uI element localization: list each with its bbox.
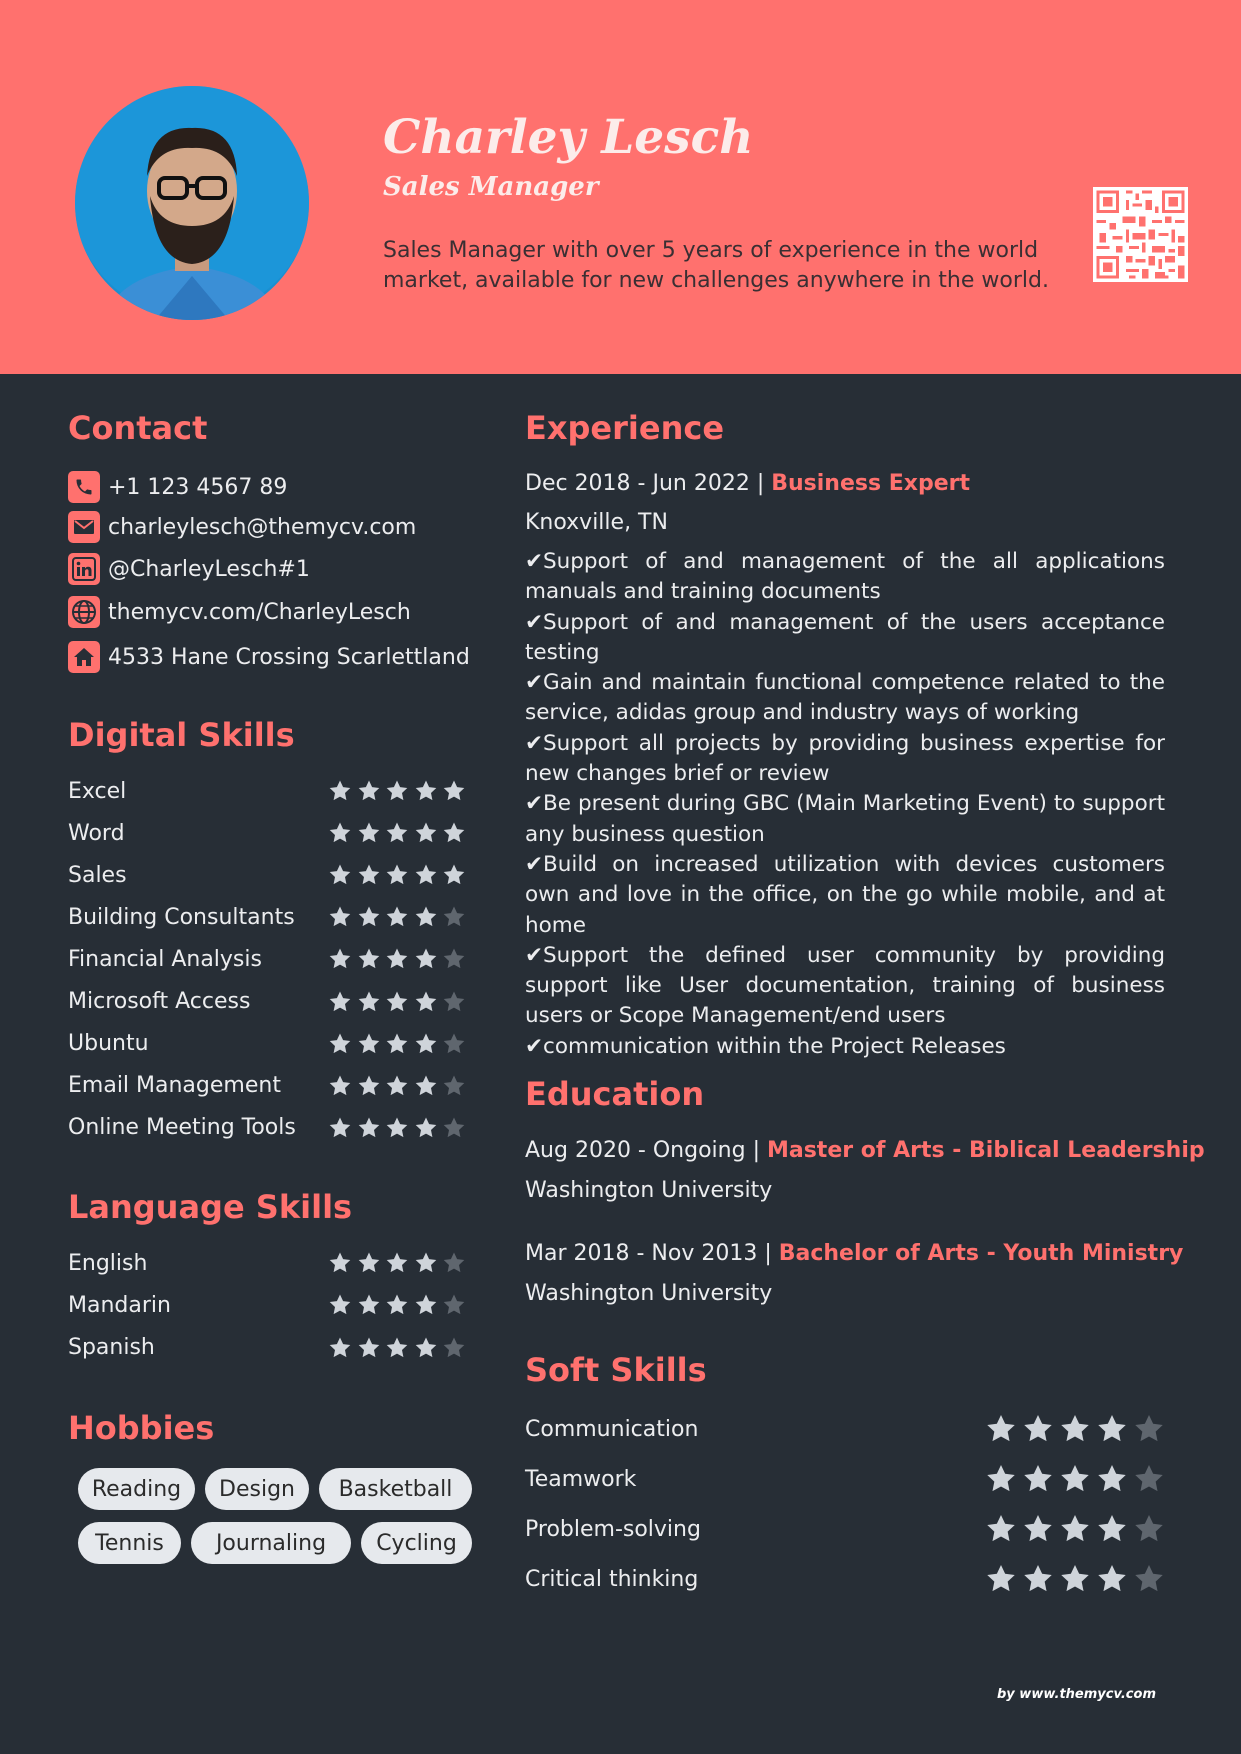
contact-heading: Contact — [68, 409, 208, 447]
contact-address — [68, 641, 470, 673]
experience-dates: Dec 2018 - Jun 2022 | — [525, 471, 772, 496]
star-filled-icon — [414, 1293, 438, 1317]
skill-name: Word — [68, 820, 125, 846]
star-filled-icon — [385, 1336, 409, 1360]
star-rating — [328, 1074, 466, 1098]
experience-bullet: ✔Be present during GBC (Main Marketing Event) to support any business question — [525, 791, 1165, 847]
star-filled-icon — [414, 863, 438, 887]
star-filled-icon — [1096, 1513, 1128, 1545]
language-skills-heading: Language Skills — [68, 1188, 353, 1226]
experience-bullet: ✔Support of and management of the all applications manuals and training documents — [525, 549, 1165, 605]
skill-name: Excel — [68, 778, 127, 804]
star-filled-icon — [357, 779, 381, 803]
star-filled-icon — [1022, 1413, 1054, 1445]
soft-skills-heading: Soft Skills — [525, 1351, 707, 1389]
qr-code-icon — [1093, 187, 1188, 282]
contact-email[interactable] — [68, 511, 416, 543]
candidate-name: Charley Lesch — [383, 110, 754, 165]
education-degree: Master of Arts - Biblical Leadership — [766, 1138, 1205, 1163]
star-filled-icon — [414, 779, 438, 803]
header-banner — [0, 0, 1241, 374]
skill-name: Critical thinking — [525, 1566, 699, 1592]
star-filled-icon — [1096, 1563, 1128, 1595]
candidate-role: Sales Manager — [383, 172, 599, 202]
star-filled-icon — [985, 1563, 1017, 1595]
star-filled-icon — [357, 863, 381, 887]
star-filled-icon — [385, 821, 409, 845]
star-empty-icon — [442, 1251, 466, 1275]
star-filled-icon — [1096, 1463, 1128, 1495]
star-filled-icon — [1059, 1463, 1091, 1495]
star-filled-icon — [357, 1032, 381, 1056]
star-filled-icon — [385, 1074, 409, 1098]
skill-name: Financial Analysis — [68, 946, 262, 972]
star-filled-icon — [357, 905, 381, 929]
star-rating — [328, 779, 466, 803]
star-filled-icon — [328, 821, 352, 845]
skill-name: Communication — [525, 1416, 699, 1442]
star-empty-icon — [442, 1032, 466, 1056]
hobby-tag: Tennis — [78, 1522, 181, 1564]
hobby-tag: Reading — [78, 1468, 195, 1510]
contact-text: charleylesch@themycv.com — [108, 514, 417, 540]
education-heading: Education — [525, 1075, 705, 1113]
linkedin-icon — [68, 553, 100, 585]
star-filled-icon — [1059, 1513, 1091, 1545]
contact-linkedin[interactable] — [68, 553, 310, 585]
star-filled-icon — [357, 1336, 381, 1360]
experience-bullet: ✔communication within the Project Releases — [525, 1033, 1006, 1059]
skill-row — [525, 1411, 1165, 1447]
star-filled-icon — [414, 1032, 438, 1056]
star-filled-icon — [385, 1251, 409, 1275]
skill-name: Teamwork — [525, 1466, 637, 1492]
experience-bullets — [525, 547, 1165, 1062]
star-empty-icon — [1133, 1463, 1165, 1495]
contact-text: themycv.com/CharleyLesch — [108, 599, 411, 625]
experience-heading: Experience — [525, 409, 725, 447]
star-filled-icon — [442, 821, 466, 845]
skill-row — [525, 1511, 1165, 1547]
star-rating — [328, 1116, 466, 1140]
star-rating — [328, 1032, 466, 1056]
star-filled-icon — [414, 905, 438, 929]
star-filled-icon — [414, 1251, 438, 1275]
star-empty-icon — [442, 1116, 466, 1140]
education-school: Washington University — [525, 1178, 773, 1203]
skill-row — [68, 1331, 466, 1365]
skill-row — [68, 816, 466, 850]
star-filled-icon — [328, 1032, 352, 1056]
skill-row — [68, 942, 466, 976]
skill-row — [68, 1069, 466, 1103]
star-filled-icon — [985, 1413, 1017, 1445]
star-empty-icon — [442, 1074, 466, 1098]
star-rating — [328, 947, 466, 971]
hobby-tag: Cycling — [361, 1522, 472, 1564]
star-filled-icon — [357, 1116, 381, 1140]
star-empty-icon — [1133, 1513, 1165, 1545]
hobby-tag: Basketball — [319, 1468, 472, 1510]
skill-row — [68, 1288, 466, 1322]
contact-text: 4533 Hane Crossing Scarlettland — [108, 644, 470, 670]
star-filled-icon — [985, 1513, 1017, 1545]
education-dates: Mar 2018 - Nov 2013 | — [525, 1241, 779, 1266]
star-filled-icon — [985, 1463, 1017, 1495]
star-empty-icon — [442, 990, 466, 1014]
star-filled-icon — [385, 990, 409, 1014]
star-filled-icon — [1022, 1513, 1054, 1545]
star-filled-icon — [1022, 1463, 1054, 1495]
star-rating — [328, 1251, 466, 1275]
star-filled-icon — [414, 1336, 438, 1360]
star-filled-icon — [385, 905, 409, 929]
star-filled-icon — [328, 947, 352, 971]
star-rating — [985, 1463, 1165, 1495]
experience-location: Knoxville, TN — [525, 510, 668, 535]
star-filled-icon — [385, 1032, 409, 1056]
star-filled-icon — [357, 1074, 381, 1098]
star-rating — [328, 1293, 466, 1317]
experience-bullet: ✔Support the defined user community by providing support like User documentation, training of business users or Scope Management/end users — [525, 942, 1165, 1029]
skill-name: Problem-solving — [525, 1516, 701, 1542]
skill-row — [525, 1561, 1165, 1597]
skill-name: Email Management — [68, 1073, 281, 1099]
footer-credit: by www.themycv.com — [997, 1687, 1156, 1702]
star-empty-icon — [442, 947, 466, 971]
contact-text: +1 123 4567 89 — [108, 474, 288, 500]
star-filled-icon — [385, 1293, 409, 1317]
skill-row — [68, 1027, 466, 1061]
star-filled-icon — [357, 821, 381, 845]
education-header — [525, 1138, 1205, 1163]
star-filled-icon — [328, 1336, 352, 1360]
star-filled-icon — [385, 947, 409, 971]
star-filled-icon — [442, 779, 466, 803]
star-filled-icon — [328, 1251, 352, 1275]
skill-name: Ubuntu — [68, 1031, 149, 1057]
experience-header — [525, 471, 970, 496]
star-rating — [328, 905, 466, 929]
email-icon — [68, 511, 100, 543]
star-filled-icon — [1059, 1563, 1091, 1595]
star-filled-icon — [328, 1116, 352, 1140]
star-empty-icon — [442, 905, 466, 929]
experience-bullet: ✔Support all projects by providing business expertise for new changes brief or review — [525, 730, 1165, 787]
star-filled-icon — [414, 990, 438, 1014]
star-rating — [985, 1563, 1165, 1595]
experience-bullet: ✔Build on increased utilization with devices customers own and love in the office, on the go while mobile, and at home — [525, 851, 1165, 938]
star-rating — [328, 1336, 466, 1360]
star-filled-icon — [328, 1074, 352, 1098]
star-empty-icon — [1133, 1563, 1165, 1595]
star-filled-icon — [414, 1116, 438, 1140]
star-filled-icon — [1059, 1413, 1091, 1445]
star-rating — [328, 990, 466, 1014]
star-filled-icon — [357, 1293, 381, 1317]
star-filled-icon — [1022, 1563, 1054, 1595]
contact-website[interactable] — [68, 596, 411, 628]
education-school: Washington University — [525, 1281, 773, 1306]
star-rating — [328, 863, 466, 887]
star-filled-icon — [414, 821, 438, 845]
digital-skills-heading: Digital Skills — [68, 716, 295, 754]
star-filled-icon — [328, 863, 352, 887]
education-degree: Bachelor of Arts - Youth Ministry — [778, 1241, 1184, 1266]
skill-name: Mandarin — [68, 1292, 171, 1318]
star-filled-icon — [328, 1293, 352, 1317]
skill-name: Building Consultants — [68, 904, 295, 930]
star-rating — [985, 1413, 1165, 1445]
profile-summary: Sales Manager with over 5 years of experience in the world market, available for new challenges anywhere in the world. — [383, 238, 1049, 293]
globe-icon — [68, 596, 100, 628]
star-filled-icon — [328, 905, 352, 929]
experience-bullet: ✔Gain and maintain functional competence related to the service, adidas group and industry ways of working — [525, 670, 1165, 726]
contact-text: @CharleyLesch#1 — [108, 556, 310, 582]
skill-row — [68, 985, 466, 1019]
star-filled-icon — [357, 990, 381, 1014]
star-empty-icon — [442, 1336, 466, 1360]
star-filled-icon — [1096, 1413, 1128, 1445]
star-filled-icon — [442, 863, 466, 887]
education-header — [525, 1241, 1183, 1266]
hobby-tag: Design — [205, 1468, 309, 1510]
experience-bullet: ✔Support of and management of the users acceptance testing — [525, 609, 1165, 665]
contact-phone[interactable] — [68, 471, 287, 503]
star-empty-icon — [442, 1293, 466, 1317]
star-filled-icon — [328, 779, 352, 803]
hobby-tag: Journaling — [191, 1522, 351, 1564]
star-filled-icon — [357, 947, 381, 971]
star-filled-icon — [414, 947, 438, 971]
education-dates: Aug 2020 - Ongoing | — [525, 1138, 767, 1163]
star-rating — [328, 821, 466, 845]
skill-name: Spanish — [68, 1335, 155, 1361]
phone-icon — [68, 471, 100, 503]
skill-name: Microsoft Access — [68, 989, 251, 1014]
experience-title: Business Expert — [771, 471, 970, 496]
skill-row — [68, 1246, 466, 1280]
star-filled-icon — [385, 863, 409, 887]
star-rating — [985, 1513, 1165, 1545]
skill-row — [68, 900, 466, 934]
star-filled-icon — [385, 1116, 409, 1140]
skill-row — [525, 1461, 1165, 1497]
star-filled-icon — [414, 1074, 438, 1098]
skill-name: Sales — [68, 862, 127, 888]
star-filled-icon — [328, 990, 352, 1014]
skill-name: English — [68, 1250, 148, 1276]
star-filled-icon — [357, 1251, 381, 1275]
star-empty-icon — [1133, 1413, 1165, 1445]
skill-row — [68, 1111, 466, 1145]
skill-row — [68, 858, 466, 892]
skill-name: Online Meeting Tools — [68, 1115, 296, 1141]
hobbies-heading: Hobbies — [68, 1409, 215, 1447]
avatar — [75, 86, 309, 320]
star-filled-icon — [385, 779, 409, 803]
skill-row — [68, 774, 466, 808]
home-icon — [68, 641, 100, 673]
